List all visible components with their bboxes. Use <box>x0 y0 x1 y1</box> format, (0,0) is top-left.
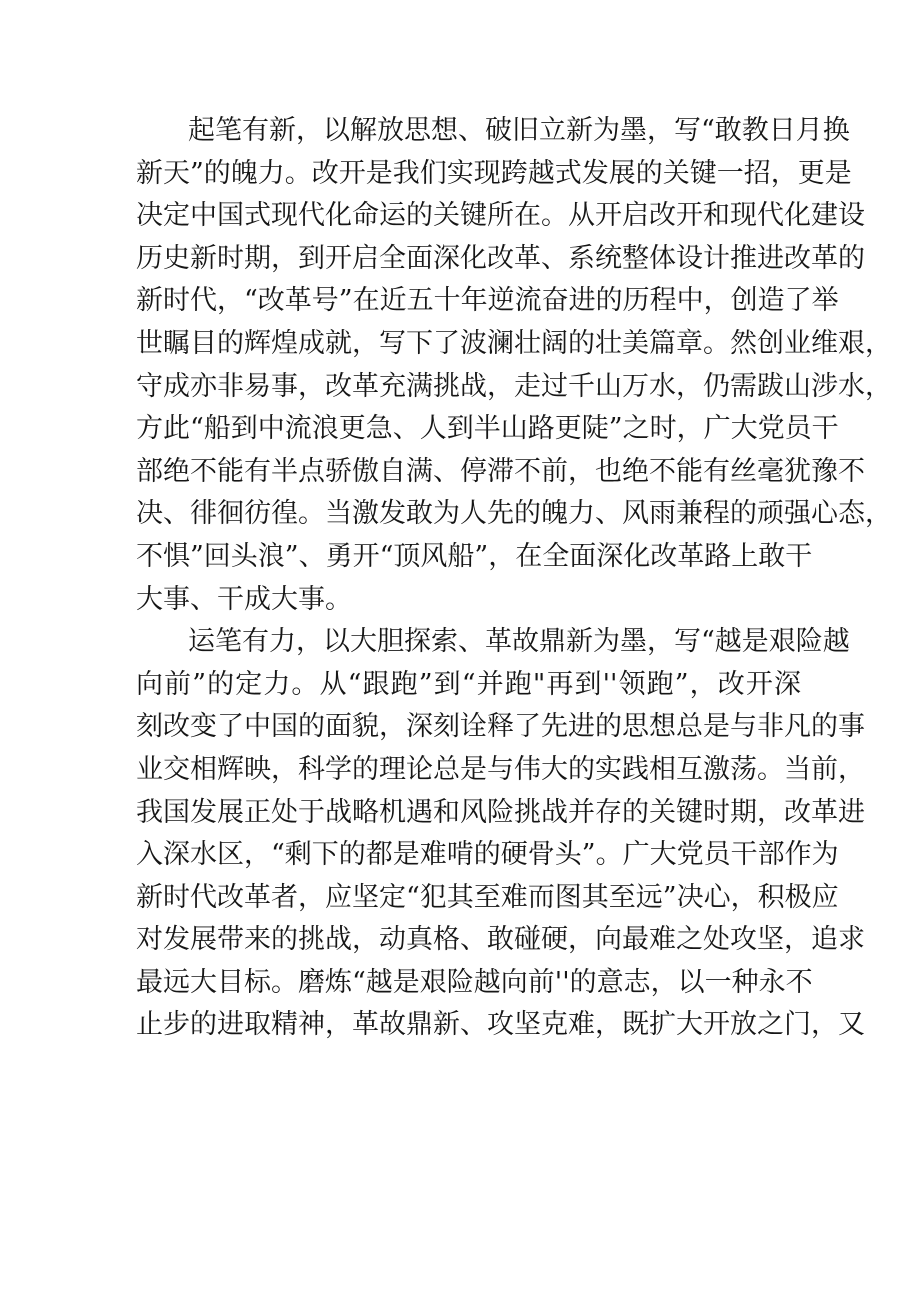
text-line: 入深水区，“剩下的都是难啃的硬骨头”。广大党员干部作为 <box>136 839 839 871</box>
paragraph-2 <box>136 621 865 1047</box>
text-line: 大事、干成大事。 <box>136 583 352 615</box>
text-line: 决定中国式现代化命运的关键所在。从开启改开和现代化建设 <box>136 200 865 232</box>
text-line: 刻改变了中国的面貌，深刻诠释了先进的思想总是与非凡的事 <box>136 711 865 743</box>
text-line: 新天”的魄力。改开是我们实现跨越式发展的关键一招，更是 <box>136 157 852 189</box>
text-line: 业交相辉映，科学的理论总是与伟大的实践相互激荡。当前， <box>136 753 865 785</box>
text-line: 世瞩目的辉煌成就，写下了波澜壮阔的壮美篇章。然创业维艰， <box>136 327 892 359</box>
text-line: 新时代，“改革号”在近五十年逆流奋进的历程中，创造了举 <box>136 285 839 317</box>
text-line: 守成亦非易事，改革充满挑战，走过千山万水，仍需跋山涉水， <box>136 370 892 402</box>
text-line: 我国发展正处于战略机遇和风险挑战并存的关键时期，改革进 <box>136 796 865 828</box>
text-line: 起笔有新，以解放思想、破旧立新为墨，写“敢教日月换 <box>188 115 850 146</box>
text-line: 决、徘徊彷徨。当激发敢为人先的魄力、风雨兼程的顽强心态， <box>136 498 892 530</box>
text-line: 向前”的定力。从“跟跑”到“并跑"再到''领跑”，改开深 <box>136 668 801 700</box>
paragraph-1 <box>136 110 892 621</box>
text-line: 部绝不能有半点骄傲自满、停滞不前，也绝不能有丝毫犹豫不 <box>136 455 865 487</box>
text-line: 新时代改革者，应坚定“犯其至难而图其至远”决心，积极应 <box>136 881 839 913</box>
text-line: 最远大目标。磨炼“越是艰险越向前''的意志，以一种永不 <box>136 966 813 998</box>
text-line: 方此“船到中流浪更急、人到半山路更陡”之时，广大党员干 <box>136 413 839 445</box>
text-line: 不惧”回头浪”、勇开“顶风船”，在全面深化改革路上敢干 <box>136 540 813 572</box>
text-line: 止步的进取精神，革故鼎新、攻坚克难，既扩大开放之门，又 <box>136 1009 865 1041</box>
document-body <box>136 110 892 1047</box>
text-line: 对发展带来的挑战，动真格、敢碰硬，向最难之处攻坚，追求 <box>136 924 865 956</box>
text-line: 历史新时期，到开启全面深化改革、系统整体设计推进改革的 <box>136 242 865 274</box>
text-line: 运笔有力，以大胆探索、革故鼎新为墨，写“越是艰险越 <box>188 626 850 658</box>
